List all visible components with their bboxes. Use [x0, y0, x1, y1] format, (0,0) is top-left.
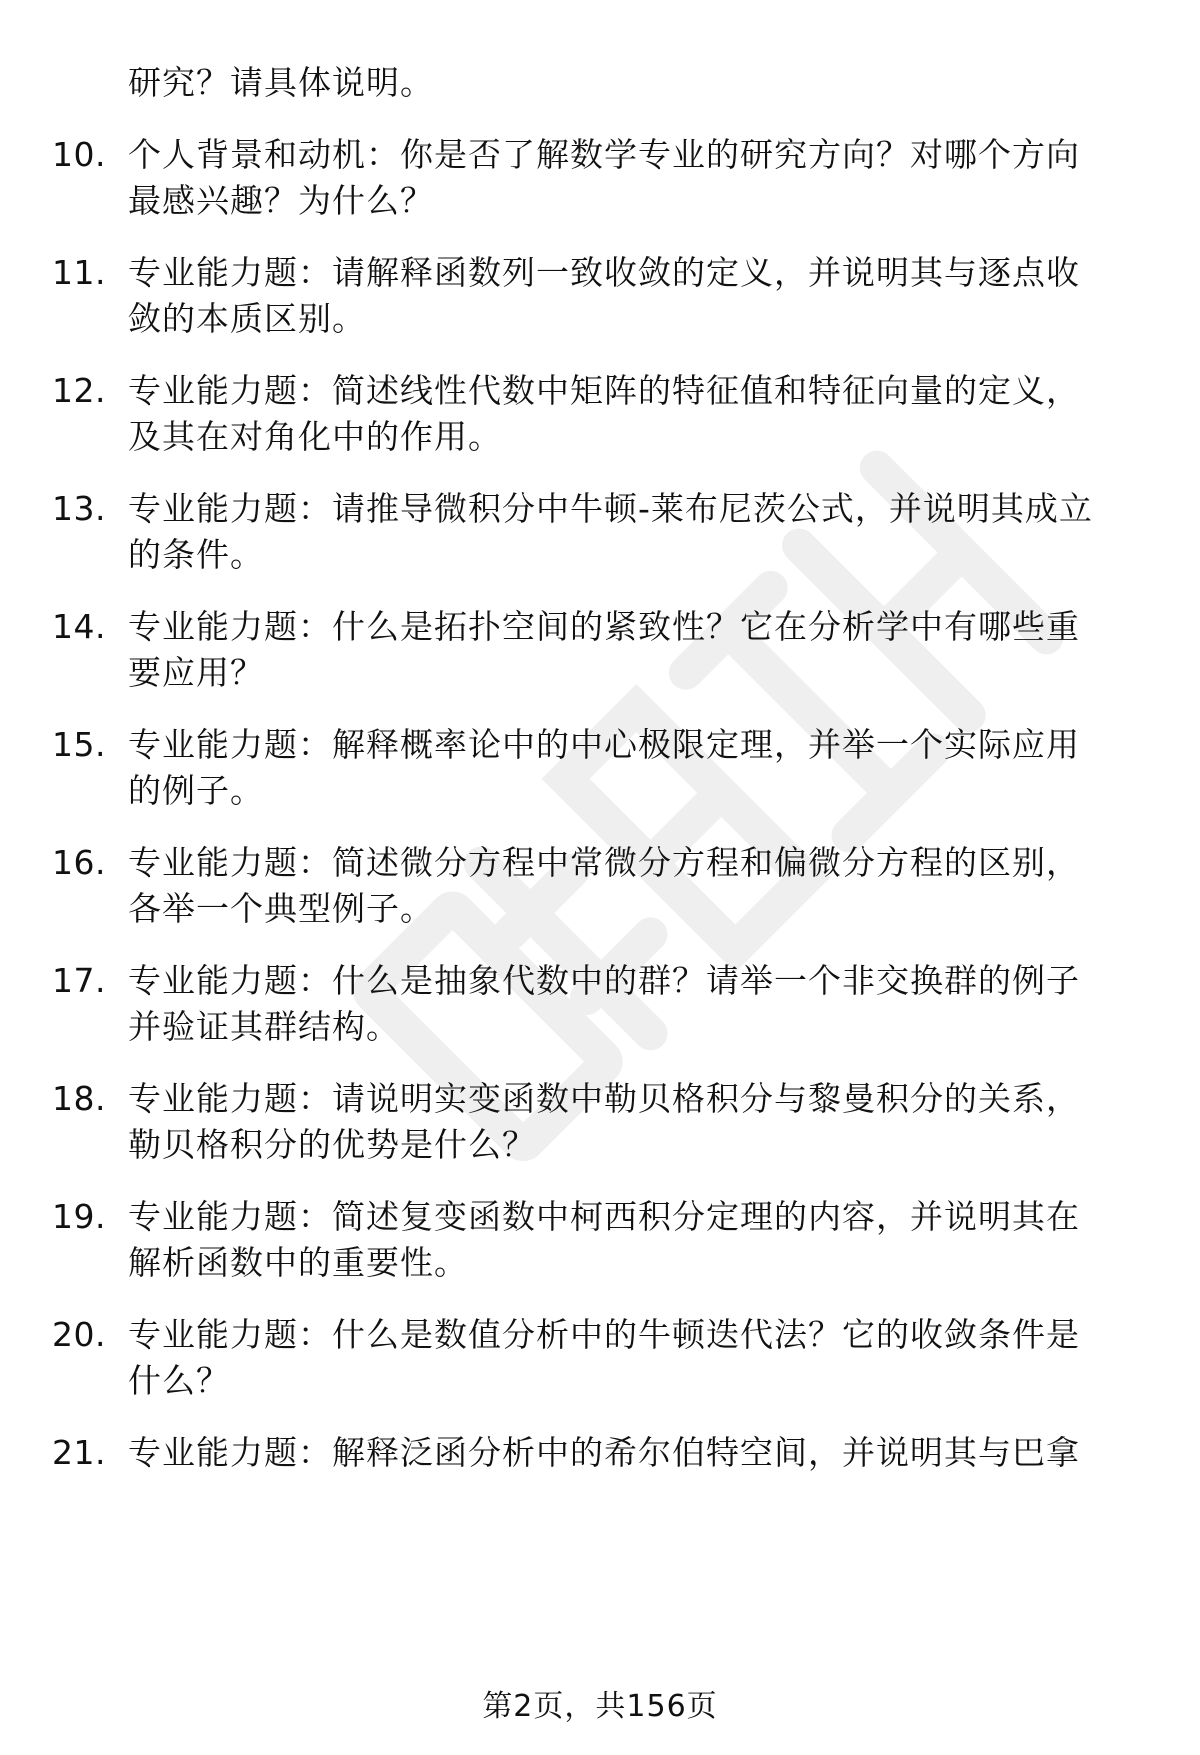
question-number: 15.	[52, 725, 106, 764]
question-text-line: 勒贝格积分的优势是什么？	[128, 1125, 536, 1164]
question-text	[128, 250, 1148, 342]
question-text-line: 专业能力题：简述复变函数中柯西积分定理的内容，并说明其在	[128, 1197, 1080, 1236]
page-footer: 第2页，共156页	[482, 1689, 718, 1724]
question-text-line: 敛的本质区别。	[128, 299, 366, 338]
question-text-line: 专业能力题：请解释函数列一致收敛的定义，并说明其与逐点收	[128, 253, 1080, 292]
question-text-line: 的例子。	[128, 771, 264, 810]
question-number: 20.	[52, 1315, 106, 1354]
question-number: 18.	[52, 1079, 106, 1118]
question-text-line: 最感兴趣？为什么？	[128, 181, 434, 220]
question-text-line: 专业能力题：什么是抽象代数中的群？请举一个非交换群的例子	[128, 961, 1080, 1000]
question-text-line: 各举一个典型例子。	[128, 889, 434, 928]
question-text-line: 专业能力题：简述微分方程中常微分方程和偏微分方程的区别，	[128, 843, 1080, 882]
question-text	[128, 1430, 1148, 1476]
question-text	[128, 1076, 1148, 1168]
question-text-line: 什么？	[128, 1361, 230, 1400]
question-number: 11.	[52, 253, 106, 292]
question-text-line: 专业能力题：什么是拓扑空间的紧致性？它在分析学中有哪些重	[128, 607, 1080, 646]
question-text	[128, 722, 1148, 814]
question-text-line: 专业能力题：什么是数值分析中的牛顿迭代法？它的收敛条件是	[128, 1315, 1080, 1354]
question-number: 16.	[52, 843, 106, 882]
question-text	[128, 840, 1148, 932]
question-text-line: 个人背景和动机：你是否了解数学专业的研究方向？对哪个方向	[128, 135, 1080, 174]
question-text-line: 并验证其群结构。	[128, 1007, 400, 1046]
question-text	[128, 1194, 1148, 1286]
question-text-line: 的条件。	[128, 535, 264, 574]
question-text-line: 专业能力题：解释概率论中的中心极限定理，并举一个实际应用	[128, 725, 1080, 764]
question-number: 10.	[52, 135, 106, 174]
question-text-line: 专业能力题：请推导微积分中牛顿-莱布尼茨公式，并说明其成立	[128, 489, 1093, 528]
question-text-line: 要应用？	[128, 653, 264, 692]
question-number: 14.	[52, 607, 106, 646]
question-number: 19.	[52, 1197, 106, 1236]
question-number: 21.	[52, 1433, 106, 1472]
continuation-line: 研究？请具体说明。	[128, 63, 434, 102]
question-text	[128, 958, 1148, 1050]
question-text-line: 专业能力题：请说明实变函数中勒贝格积分与黎曼积分的关系，	[128, 1079, 1080, 1118]
question-text-line: 专业能力题：解释泛函分析中的希尔伯特空间，并说明其与巴拿	[128, 1433, 1080, 1472]
question-text	[128, 604, 1148, 696]
question-text	[128, 132, 1148, 224]
question-number: 12.	[52, 371, 106, 410]
question-text-line: 专业能力题：简述线性代数中矩阵的特征值和特征向量的定义，	[128, 371, 1080, 410]
question-text-line: 及其在对角化中的作用。	[128, 417, 502, 456]
question-text-line: 解析函数中的重要性。	[128, 1243, 468, 1282]
question-number: 17.	[52, 961, 106, 1000]
question-number: 13.	[52, 489, 106, 528]
question-text	[128, 1312, 1148, 1404]
question-text	[128, 486, 1148, 578]
question-text	[128, 368, 1148, 460]
